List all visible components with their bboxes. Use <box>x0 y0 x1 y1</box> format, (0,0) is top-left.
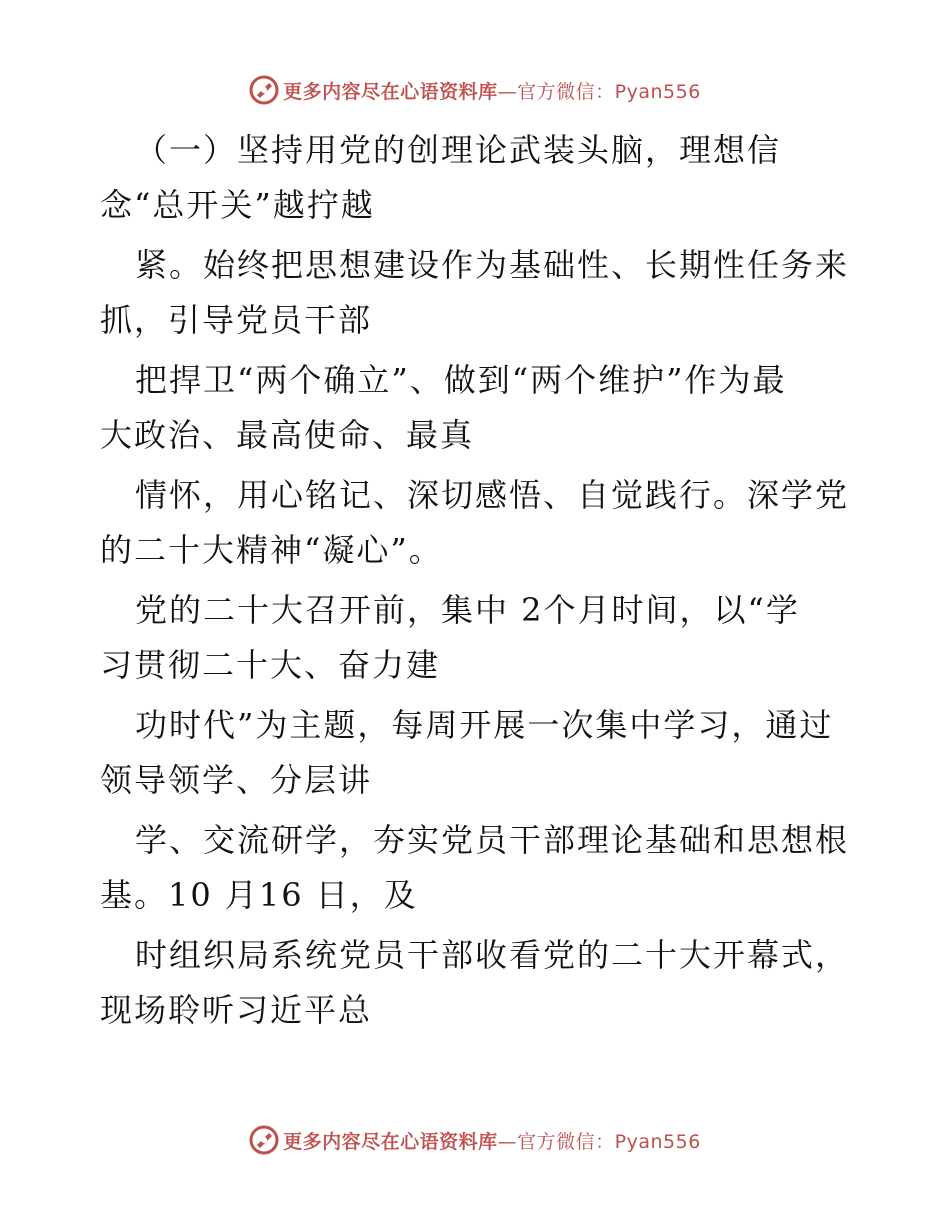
body-line: （一）坚持用党的创理论武装头脑，理想信 <box>135 131 782 169</box>
header-banner-bold: 更多内容尽在心语资料库 <box>283 80 498 103</box>
header-banner-rest: —官方微信：Pyan556 <box>497 80 701 103</box>
body-line: 功时代”为主题，每周开展一次集中学习，通过 <box>135 706 834 744</box>
body-line: 念“总开关”越拧越 <box>100 186 375 224</box>
footer-banner-rest: —官方微信：Pyan556 <box>497 1130 701 1153</box>
logo-icon <box>249 1125 279 1155</box>
body-line: 习贯彻二十大、奋力建 <box>100 646 441 684</box>
body-line: 把捍卫“两个确立”、做到“两个维护”作为最 <box>135 361 787 399</box>
body-line: 时组织局系统党员干部收看党的二十大开幕式， <box>135 936 850 974</box>
body-line: 现场聆听习近平总 <box>100 991 373 1029</box>
body-line: 抓，引导党员干部 <box>100 301 373 339</box>
body-line: 情怀，用心铭记、深切感悟、自觉践行。深学党 <box>135 476 850 514</box>
body-line: 党的二十大召开前，集中 2个月时间，以“学 <box>135 591 800 629</box>
footer-banner-bold: 更多内容尽在心语资料库 <box>283 1130 498 1153</box>
body-line: 领导领学、分层讲 <box>100 761 373 799</box>
footer-banner-text <box>283 1127 701 1154</box>
body-line: 紧。始终把思想建设作为基础性、长期性任务来 <box>135 246 850 284</box>
body-line: 学、交流研学，夯实党员干部理论基础和思想根 <box>135 821 850 859</box>
body-line: 基。10 月16 日，及 <box>100 876 418 914</box>
footer-banner <box>0 1120 950 1160</box>
body-line: 大政治、最高使命、最真 <box>100 416 475 454</box>
body-line: 的二十大精神“凝心”。 <box>100 531 443 569</box>
